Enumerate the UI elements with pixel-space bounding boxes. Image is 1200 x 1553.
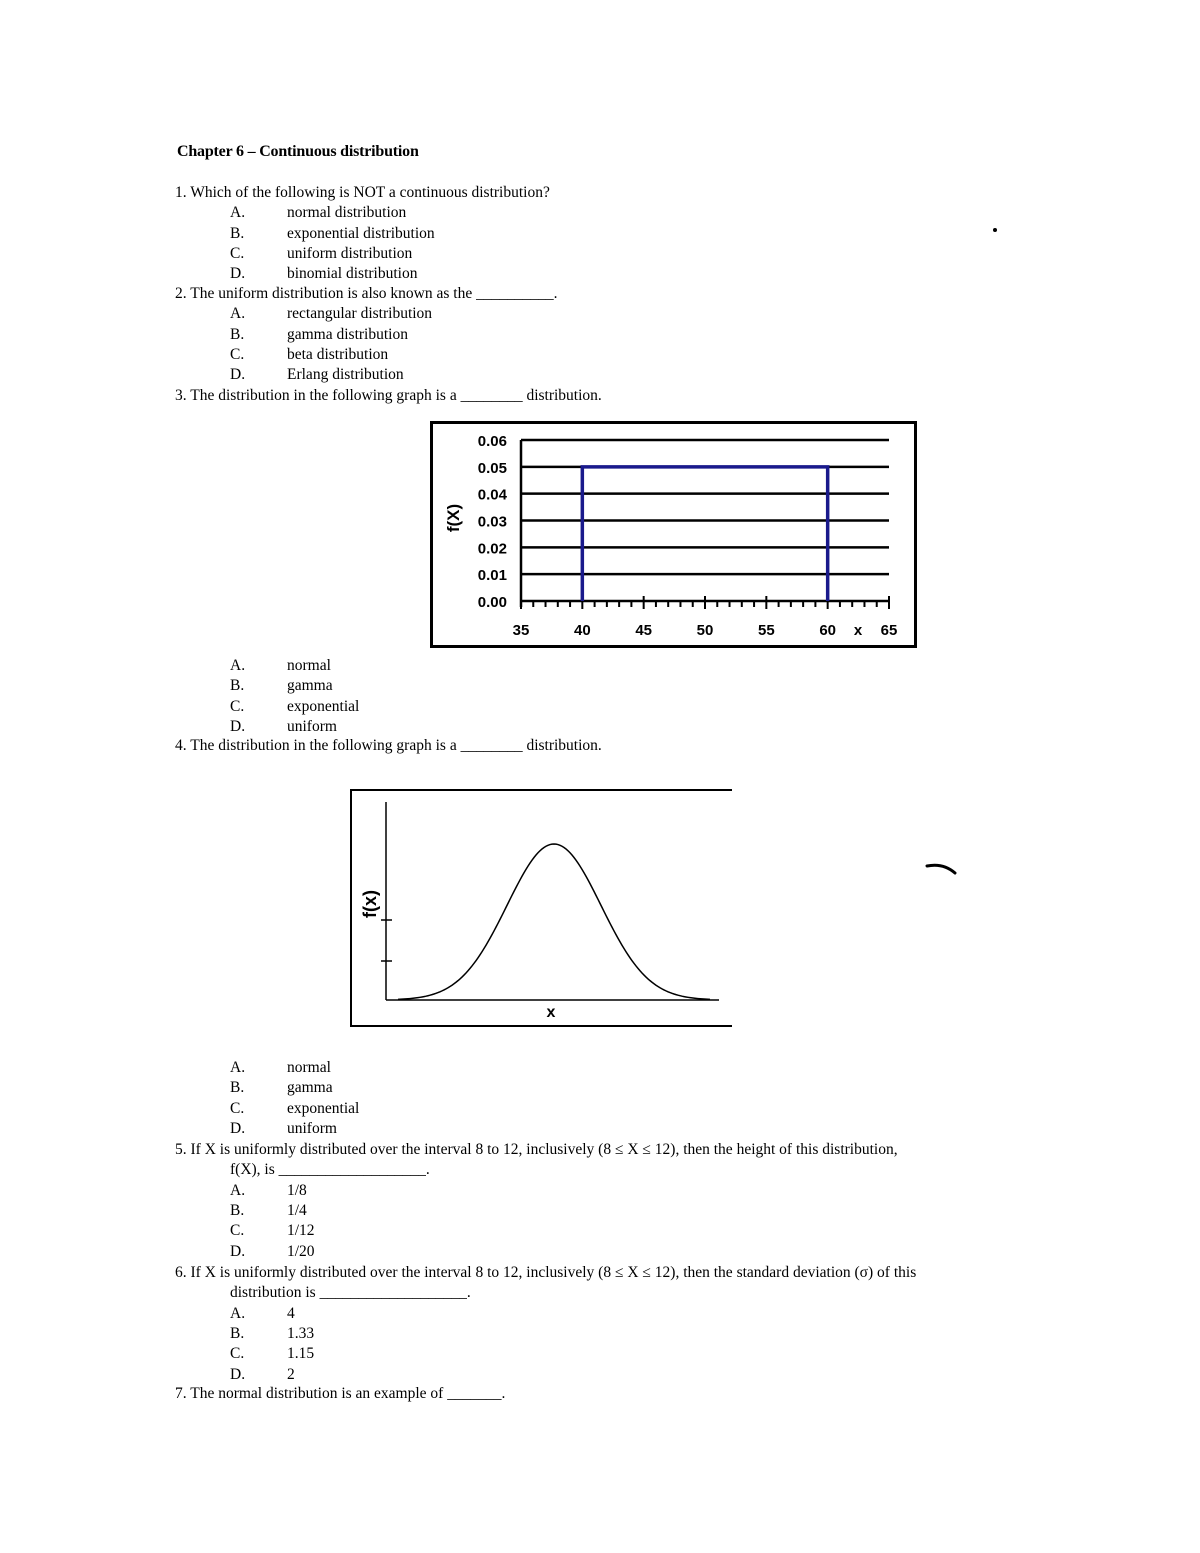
answer-option bbox=[230, 1099, 359, 1119]
uniform-chart bbox=[430, 421, 917, 648]
y-axis-label: f(X) bbox=[444, 503, 463, 533]
option-text: normal bbox=[287, 657, 331, 674]
option-letter: D. bbox=[230, 1119, 246, 1137]
option-text: gamma distribution bbox=[287, 325, 408, 343]
x-axis-label: x bbox=[546, 1004, 556, 1021]
answer-option bbox=[230, 1304, 295, 1324]
pen-stroke-mark bbox=[925, 860, 959, 882]
answer-option bbox=[230, 1344, 314, 1364]
x-tick-label: 60 bbox=[819, 622, 837, 639]
question-5-text: 5. If X is uniformly distributed over the interval 8 to 12, inclusively (8 ≤ X ≤ 12), then the height of this distribution, bbox=[175, 1141, 898, 1158]
option-letter: D. bbox=[230, 717, 246, 735]
option-text: exponential bbox=[287, 1099, 360, 1117]
answer-option bbox=[230, 304, 432, 324]
option-letter: B. bbox=[230, 325, 245, 343]
option-text: 1.15 bbox=[287, 1345, 315, 1363]
option-letter: C. bbox=[230, 1099, 245, 1117]
option-text: 1/8 bbox=[287, 1181, 307, 1199]
answer-option bbox=[230, 203, 406, 223]
option-letter: C. bbox=[230, 697, 245, 715]
question-4-text: 4. The distribution in the following graph is a ________ distribution. bbox=[175, 737, 602, 754]
option-text: exponential distribution bbox=[287, 224, 435, 242]
answer-option bbox=[230, 717, 337, 737]
question-5-continuation: f(X), is ___________________. bbox=[230, 1161, 430, 1179]
answer-option bbox=[230, 1221, 315, 1241]
option-letter: B. bbox=[230, 1079, 245, 1097]
stray-dot-mark bbox=[993, 228, 997, 232]
answer-option bbox=[230, 1119, 337, 1139]
option-text: uniform bbox=[287, 717, 337, 735]
y-tick-label: 0.04 bbox=[477, 486, 507, 504]
option-text: gamma bbox=[287, 677, 333, 695]
option-letter: C. bbox=[230, 1345, 245, 1363]
y-tick-label: 0.05 bbox=[477, 459, 507, 477]
answer-option bbox=[230, 1242, 315, 1262]
option-text: gamma bbox=[287, 1079, 333, 1097]
option-letter: B. bbox=[230, 224, 245, 242]
y-tick-label: 0.03 bbox=[477, 513, 507, 531]
y-tick-label: 0.01 bbox=[477, 567, 507, 585]
option-text: 2 bbox=[287, 1365, 295, 1383]
answer-option bbox=[230, 325, 408, 345]
y-axis-label: f(x) bbox=[360, 890, 380, 918]
option-text: 1.33 bbox=[287, 1324, 315, 1342]
x-tick-label: 65 bbox=[880, 622, 898, 639]
option-letter: C. bbox=[230, 244, 245, 262]
chart-frame bbox=[432, 423, 916, 647]
option-letter: A. bbox=[230, 305, 246, 323]
question-1-text: 1. Which of the following is NOT a continuous distribution? bbox=[175, 184, 550, 201]
option-letter: D. bbox=[230, 265, 246, 283]
option-text: normal distribution bbox=[287, 204, 407, 222]
answer-option bbox=[230, 697, 359, 717]
option-letter: A. bbox=[230, 657, 246, 674]
x-tick-label: 40 bbox=[573, 622, 591, 639]
y-tick-label: 0.02 bbox=[477, 540, 507, 558]
normal-chart bbox=[348, 787, 734, 1029]
option-text: binomial distribution bbox=[287, 265, 418, 283]
question-3-text: 3. The distribution in the following graph is a ________ distribution. bbox=[175, 387, 602, 404]
answer-option bbox=[230, 1201, 307, 1221]
option-letter: B. bbox=[230, 677, 245, 695]
x-axis-label: x bbox=[853, 622, 863, 639]
page-title: Chapter 6 – Continuous distribution bbox=[177, 143, 419, 160]
y-tick-label: 0.06 bbox=[477, 433, 507, 450]
option-text: 1/12 bbox=[287, 1222, 315, 1240]
option-letter: C. bbox=[230, 1222, 245, 1240]
option-text: 4 bbox=[287, 1304, 295, 1322]
answer-option bbox=[230, 1078, 333, 1098]
answer-option bbox=[230, 1058, 331, 1078]
option-text: rectangular distribution bbox=[287, 305, 433, 323]
answer-option bbox=[230, 365, 404, 385]
option-text: 1/20 bbox=[287, 1242, 315, 1260]
x-tick-label: 50 bbox=[696, 622, 714, 639]
option-text: Erlang distribution bbox=[287, 366, 404, 384]
option-letter: B. bbox=[230, 1324, 245, 1342]
answer-option bbox=[230, 1365, 295, 1385]
bell-curve-line bbox=[398, 844, 710, 999]
question-6-continuation: distribution is ___________________. bbox=[230, 1284, 471, 1302]
answer-option bbox=[230, 264, 417, 284]
y-tick-label: 0.00 bbox=[477, 594, 507, 611]
answer-option bbox=[230, 676, 333, 696]
option-letter: D. bbox=[230, 1365, 246, 1383]
chart-frame bbox=[351, 790, 732, 1026]
question-7-text: 7. The normal distribution is an example of _______. bbox=[175, 1385, 506, 1402]
option-text: uniform distribution bbox=[287, 244, 413, 262]
x-tick-label: 55 bbox=[757, 622, 775, 639]
answer-option bbox=[230, 244, 412, 264]
x-tick-label: 35 bbox=[512, 622, 530, 639]
answer-option bbox=[230, 1324, 314, 1344]
answer-option bbox=[230, 1181, 307, 1201]
option-text: normal bbox=[287, 1059, 331, 1076]
option-letter: D. bbox=[230, 366, 246, 384]
option-letter: C. bbox=[230, 345, 245, 363]
x-tick-label: 45 bbox=[635, 622, 653, 639]
option-text: beta distribution bbox=[287, 345, 389, 363]
answer-option bbox=[230, 224, 435, 244]
question-6-text: 6. If X is uniformly distributed over the interval 8 to 12, inclusively (8 ≤ X ≤ 12), then the standard deviation (σ) of this bbox=[175, 1264, 917, 1281]
option-letter: A. bbox=[230, 204, 246, 222]
option-text: exponential bbox=[287, 697, 360, 715]
option-text: uniform bbox=[287, 1119, 337, 1137]
option-text: 1/4 bbox=[287, 1201, 307, 1219]
option-letter: A. bbox=[230, 1181, 246, 1199]
option-letter: D. bbox=[230, 1242, 246, 1260]
question-2-text: 2. The uniform distribution is also known as the __________. bbox=[175, 285, 558, 302]
option-letter: B. bbox=[230, 1201, 245, 1219]
answer-option bbox=[230, 656, 331, 676]
answer-option bbox=[230, 345, 388, 365]
option-letter: A. bbox=[230, 1059, 246, 1076]
option-letter: A. bbox=[230, 1304, 246, 1322]
